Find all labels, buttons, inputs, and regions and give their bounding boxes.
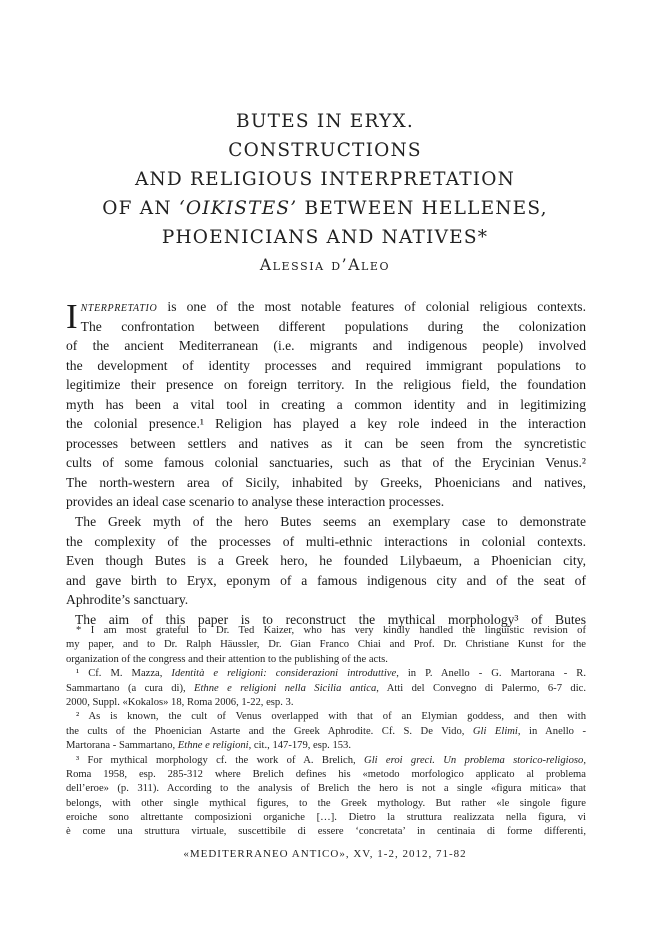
title-line-1: BUTES IN ERYX. [236, 111, 414, 132]
title-line-5: PHOENICIANS AND NATIVES* [161, 227, 489, 248]
footnote-line: ³ For mythical morphology cf. the work of A. Brelich, Gli eroi greci. Un problema storico-religioso, [76, 754, 586, 766]
body-line: The north-western area of Sicily, inhabited by Greeks, Phoenicians and natives, [66, 474, 586, 490]
body-line: legitimize their presence on foreign territory. In the religious field, the foundation [66, 377, 586, 393]
body-line: cults of some famous colonial sanctuaries, such as that of the Erycinian Venus.² [66, 455, 586, 471]
title-oikistes: ‘OIKISTES’ [178, 198, 298, 219]
footnotes [66, 624, 586, 840]
title-line-2: CONSTRUCTIONS [228, 140, 422, 161]
footnote-line: Roma 1958, esp. 285-312 where Brelich defines his «metodo morfologico applicato al problema [66, 768, 586, 780]
title-line-4: OF AN ‘OIKISTES’ BETWEEN HELLENES, [102, 198, 548, 219]
footnote-line: the cults of the Phoenician Astarte and the Greek Aphrodite. Cf. S. De Vido, Gli Elimi, in Anello - [66, 725, 586, 737]
drop-cap: I [66, 297, 78, 336]
footnote-line: organization of the congress and their attention to the publishing of the acts. [66, 653, 388, 665]
body-line: Even though Butes is a Greek hero, he founded Lilybaeum, a Phoenician city, [66, 553, 586, 569]
footnote-line: my paper, and to Dr. Ralph Häussler, Dr. Gian Franco Chiai and Prof. Dr. Christiane Kunst for the [66, 639, 586, 651]
body-line: The aim of this paper is to reconstruct the mythical morphology³ of Butes [75, 611, 586, 627]
footnote-line: Sammartano (a cura di), Ethne e religioni nella Sicilia antica, Atti del Convegno di Palermo, 6-7 dic. [66, 682, 587, 694]
body-line: The confrontation between different populations during the colonization [80, 318, 586, 334]
footnote-line: eroiche sono altrettante composizioni organiche […]. Dietro la struttura realizzata nella figura, vi [66, 812, 586, 824]
journal-citation-footer: «MEDITERRANEO ANTICO», XV, 1-2, 2012, 71-82 [183, 848, 467, 860]
body-line: Aphrodite’s sanctuary. [66, 592, 189, 608]
body-line: the colonial presence.¹ Religion has played a key role indeed in the interaction [66, 416, 586, 432]
title-line-3: AND RELIGIOUS INTERPRETATION [134, 169, 516, 190]
body-line: the development of identity processes and required immigrant populations to [66, 357, 586, 373]
body-text [66, 297, 586, 629]
article-title [60, 107, 590, 252]
body-line: The Greek myth of the hero Butes seems an exemplary case to demonstrate [75, 514, 586, 530]
footnote-line: * I am most grateful to Dr. Ted Kaizer, who has very kindly handled the linguistic revision of [76, 625, 586, 636]
body-line: provides an ideal case scenario to analyse these interaction processes. [66, 494, 445, 510]
footnote-line: dell’eroe» (p. 311). According to the analysis of Brelich the hero is not a single «figura mitica» that [66, 783, 586, 795]
body-line: myth has been a vital tool in creating a common identity and in legitimizing [66, 396, 586, 412]
footnote-line: è come una struttura virtuale, suscettibile di essere ‘concretata’ in centinaia di forme differenti, [66, 826, 586, 838]
body-line: and gave birth to Eryx, eponym of a famous indigenous city and of the seat of [66, 572, 586, 588]
footnote-line: Martorana - Sammartano, Ethne e religioni, cit., 147-179, esp. 153. [66, 740, 352, 752]
footnote-line: 2000, Suppl. «Kokalos» 18, Roma 2006, 1-22, esp. 3. [66, 696, 294, 708]
body-line: nterpretatio is one of the most notable features of colonial religious contexts. [80, 299, 586, 314]
footnote-line: belongs, with other single mythical figures, to the Greek mythology. But rather «le singole figure [66, 797, 586, 809]
body-line: the complexity of the processes of multi-ethnic interactions in colonial contexts. [66, 533, 586, 549]
footnote-line: ¹ Cf. M. Mazza, Identità e religioni: considerazioni introduttive, in P. Anello - G. Martorana - R. [76, 668, 586, 680]
body-line: of the ancient Mediterranean (i.e. migrants and indigenous people) involved [66, 338, 586, 354]
body-line: processes between settlers and natives as it can be seen from the syncretistic [66, 435, 586, 451]
footnote-line: ² As is known, the cult of Venus overlapped with that of an Elymian goddess, and then with [76, 711, 586, 723]
author-name: Alessia d’Aleo [259, 256, 391, 274]
